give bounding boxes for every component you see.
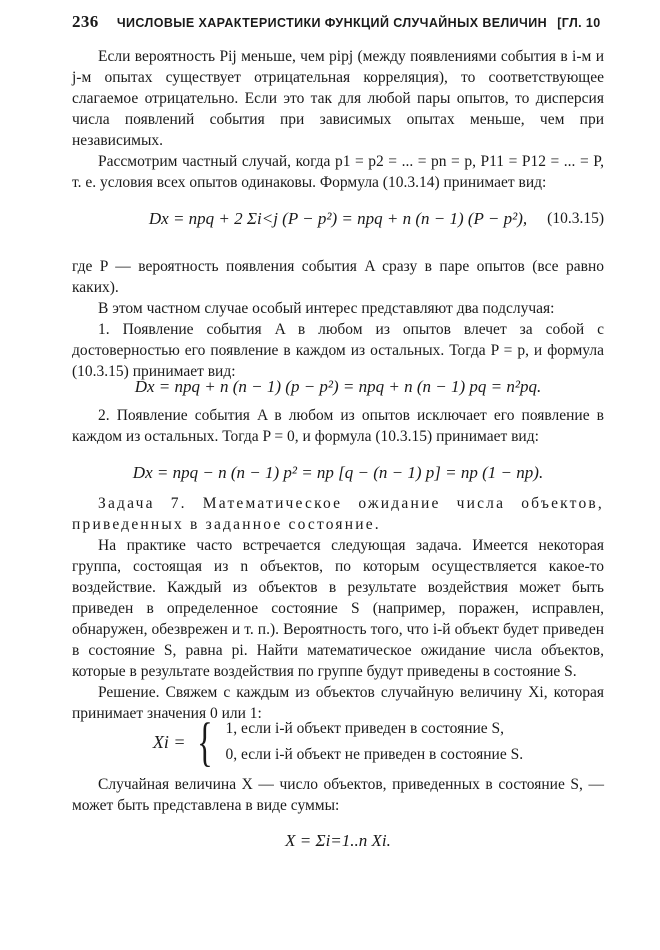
paragraph-P-definition: где P — вероятность появления события A сразу в паре опытов (все равно каких). (72, 258, 604, 296)
problem-7-title: Задача 7. Математическое ожидание числа объектов, приведенных в заданное состояние. (72, 495, 604, 533)
formula-sum: X = Σi=1..n Xi. (285, 831, 391, 850)
formula-subcase-2: Dx = npq − n (n − 1) p² = np [q − (n − 1) p] = np (1 − np). (132, 463, 544, 482)
case-one: 1, если i-й объект приведен в состояние S, (225, 720, 505, 737)
formula-indicator-cases: Xi = { 1, если i-й объект приведен в состояние S, 0, если i-й объект не приведен в состояние S. (152, 712, 524, 772)
paragraph-problem-statement: На практике часто встречается следующая задача. Имеется некоторая группа, состоящая из n объектов, по которым осуществляется какое-то воздействие. Каждый из объектов в результате воздействия может быть приведен в определенное состояние S (например, поражен, исправлен, обнаружен, обезврежен и т. п.). Вероятность того, что i-й объект будет приведен в состояние S, равна pi. Найти математическое ожидание числа объектов, которые в результате воздействия по группе будут приведены в состояние S. (72, 537, 604, 680)
formula-subcase-1: Dx = npq + n (n − 1) (p − p²) = npq + n (n − 1) pq = n²pq. (134, 377, 542, 396)
paragraph-subcase-1: 1. Появление события A в любом из опытов влечет за собой с достоверностью его появление в каждом из остальных. Тогда P = p, и формула (10.3.15) принимает вид: (72, 321, 604, 380)
formula-number: (10.3.15) (547, 210, 604, 227)
paragraph-special-case: Рассмотрим частный случай, когда p1 = p2 = ... = pn = p, P11 = P12 = ... = P, т. е. условия всех опытов одинаковы. Формула (10.3.14) принимает вид: (72, 153, 604, 191)
chapter-ref: [ГЛ. 10 (557, 16, 601, 30)
paragraph-subcase-2: 2. Появление события A в любом из опытов исключает его появление в каждом из остальных. Тогда P = 0, и формула (10.3.15) принимает вид: (72, 407, 604, 445)
case-zero: 0, если i-й объект не приведен в состояние S. (225, 746, 524, 763)
paragraph-sum-representation: Случайная величина X — число объектов, приведенных в состояние S, — может быть представлена в виде суммы: (72, 776, 604, 814)
paragraph-solution: Решение. Свяжем с каждым из объектов случайную величину Xi, которая принимает значения 0 или 1: (72, 684, 604, 722)
paragraph-subcases: В этом частном случае особый интерес представляют два подслучая: (98, 300, 555, 317)
running-title: ЧИСЛОВЫЕ ХАРАКТЕРИСТИКИ ФУНКЦИЙ СЛУЧАЙНЫХ ВЕЛИЧИН (116, 16, 548, 30)
page-header (72, 12, 646, 36)
paragraph-correlation: Если вероятность Pij меньше, чем pipj (между появлениями события в i-м и j-м опытах существует отрицательная корреляция), то соответствующее слагаемое отрицательно. Если это так для любой пары опытов, то дисперсия числа появлений события при зависимых опытах меньше, чем при независимых. (72, 48, 604, 149)
formula-10-3-15: Dx = npq + 2 Σi<j (P − p²) = npq + n (n − 1) (P − p²), (10.3.15) (148, 209, 604, 228)
page-number: 236 (72, 12, 99, 31)
